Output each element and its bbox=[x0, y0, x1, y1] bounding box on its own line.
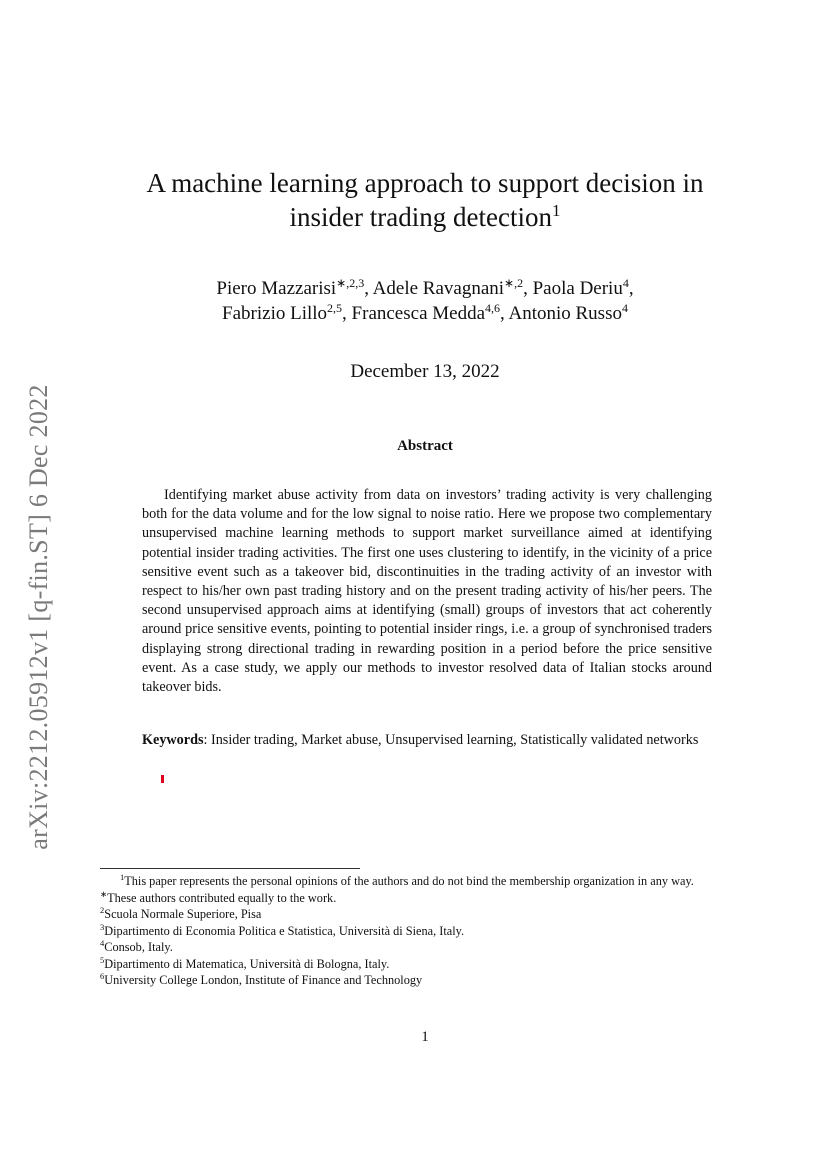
footnote-mark: ∗ bbox=[100, 888, 108, 899]
author-name: Francesca Medda bbox=[351, 303, 486, 324]
footnote-text: Scuola Normale Superiore, Pisa bbox=[104, 907, 262, 921]
footnote-mark: 1 bbox=[120, 872, 125, 882]
footnote bbox=[100, 956, 755, 973]
footnote-mark: 5 bbox=[100, 954, 105, 965]
footnote bbox=[100, 906, 755, 923]
paper-title-line-1: A machine learning approach to support decision in bbox=[146, 168, 704, 198]
author-name: Paola Deriu bbox=[532, 278, 623, 299]
arxiv-identifier-text: arXiv:2212.05912v1 [q-fin.ST] 6 Dec 2022 bbox=[24, 383, 53, 850]
footnote-text: Dipartimento di Matematica, Università di Bologna, Italy. bbox=[104, 956, 390, 971]
footnote bbox=[100, 873, 755, 890]
author-affiliation: 4 bbox=[622, 276, 629, 290]
keywords-text: : Insider trading, Market abuse, Unsupervised learning, Statistically validated networks bbox=[203, 732, 699, 748]
footnote-mark: 3 bbox=[100, 921, 105, 932]
author-line-1: Piero Mazzarisi$^{∗,2,3}$, Adele Ravagnani$^{∗,2}$, Paola Deriu$^4$, bbox=[216, 276, 634, 299]
page-number: 1 bbox=[421, 1029, 429, 1045]
title-footnote-mark: 1 bbox=[551, 201, 561, 220]
footnote-mark: 4 bbox=[100, 938, 105, 948]
footnote bbox=[100, 939, 755, 956]
author-affiliation: 4 bbox=[621, 301, 628, 315]
footnote-text: Consob, Italy. bbox=[104, 940, 173, 954]
publication-date: December 13, 2022 bbox=[350, 361, 500, 382]
abstract-heading: Abstract bbox=[397, 438, 453, 454]
author-name: Piero Mazzarisi bbox=[216, 278, 337, 299]
paper-title-line-2: insider trading detection$^1$ bbox=[289, 201, 561, 232]
annotation-marker bbox=[161, 775, 164, 783]
footnote-text: Dipartimento di Economia Politica e Statistica, Università di Siena, Italy. bbox=[104, 923, 465, 938]
footnote-mark: 2 bbox=[100, 905, 105, 915]
abstract-body: Identifying market abuse activity from data on investors’ trading activity is very challenging both for the data volume and for the low signal to noise ratio. Here we propose two complementary unsupervised machine learning methods to support market surveillance aimed at identifying potential insider trading activities. The first one uses clustering to identify, in the vicinity of a price sensitive event such as a takeover bid, discontinuities in the trading activity of an investor with respect to his/her own past trading history and on the present trading activity of his/her peers. The second unsupervised approach aims at identifying (small) groups of investors that act coherently around price sensitive events, pointing to potential insider rings, i.e. a group of synchronised traders displaying strong directional trading in rewarding position in a period before the price sensitive event. As a case study, we apply our methods to investor resolved data of Italian stocks around takeover bids. bbox=[142, 487, 712, 696]
paper-title bbox=[100, 166, 750, 234]
footnote bbox=[100, 972, 755, 989]
footnote-text: University College London, Institute of Finance and Technology bbox=[104, 973, 423, 987]
footnote bbox=[100, 890, 755, 907]
keywords-label: Keywords bbox=[142, 732, 204, 748]
footnote-divider bbox=[100, 868, 360, 869]
author-affiliation: 4,6 bbox=[485, 301, 501, 315]
footnote bbox=[100, 923, 755, 940]
author-affiliation: ∗,2,3 bbox=[336, 276, 365, 290]
author-name: Antonio Russo bbox=[508, 303, 622, 324]
arxiv-identifier-stamp bbox=[17, 364, 61, 869]
footnote-text: This paper represents the personal opinions of the authors and do not bind the membership organization in any way. bbox=[124, 874, 694, 888]
author-affiliation: 2,5 bbox=[327, 301, 343, 315]
footnote-mark: 6 bbox=[100, 971, 105, 981]
author-name: Fabrizio Lillo bbox=[222, 303, 328, 324]
author-list bbox=[100, 276, 750, 326]
keywords-paragraph bbox=[142, 731, 712, 750]
author-name: Adele Ravagnani bbox=[372, 278, 505, 299]
footnote-text: These authors contributed equally to the work. bbox=[107, 890, 337, 905]
author-affiliation: ∗,2 bbox=[504, 276, 524, 290]
author-line-2: Fabrizio Lillo$^{2,5}$, Francesca Medda$^{4,6}$, Antonio Russo$^4$ bbox=[222, 301, 628, 324]
footnotes bbox=[100, 873, 755, 989]
